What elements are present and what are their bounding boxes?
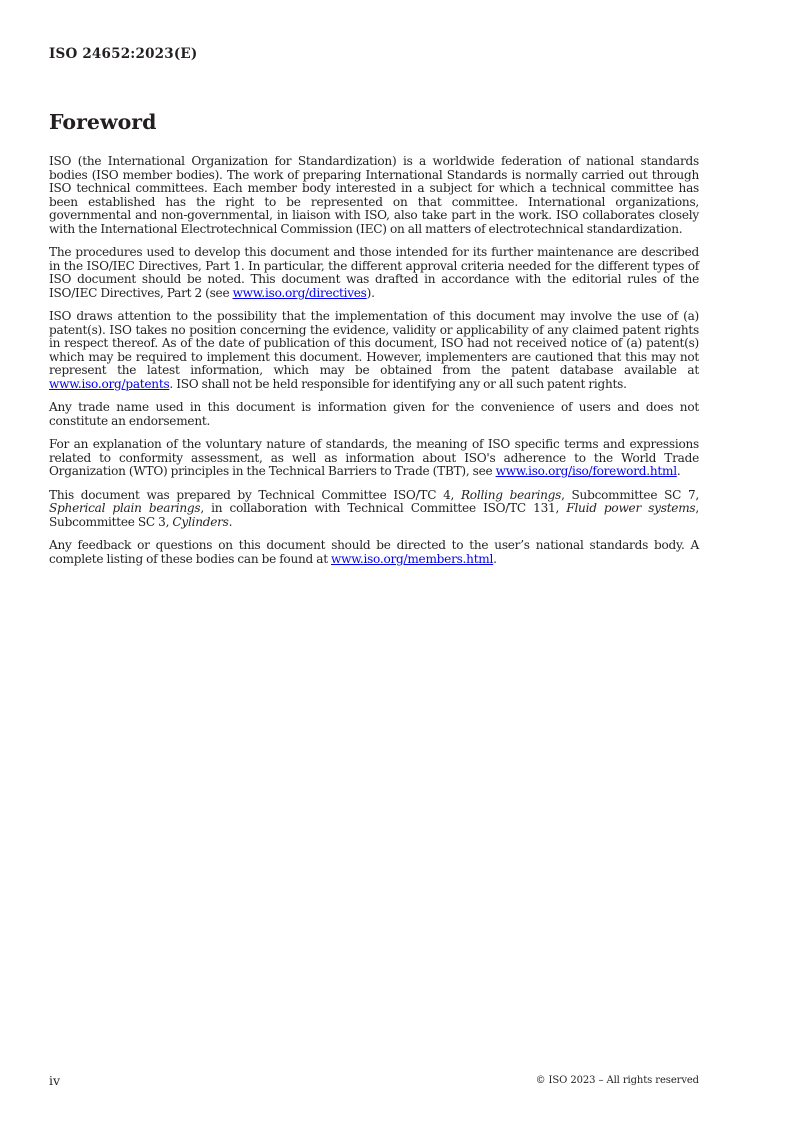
paragraph-voluntary-nature: [49, 438, 699, 479]
paragraph-text: , Subcommittee SC 3,: [49, 501, 699, 529]
paragraph-text: .: [493, 551, 497, 566]
page-title: Foreword: [49, 110, 157, 134]
paragraph-text: . ISO shall not be held responsible for identifying any or all such patent rights.: [169, 376, 627, 391]
subcommittee-name: Spherical plain bearings: [49, 501, 201, 515]
committee-name: Fluid power systems: [566, 501, 696, 515]
patents-link[interactable]: www.iso.org/patents: [49, 376, 170, 391]
paragraph-patents: [49, 310, 699, 391]
paragraph-feedback: [49, 539, 699, 566]
foreword-body: [49, 155, 699, 576]
paragraph-text: This document was prepared by Technical Committee ISO/TC 4,: [49, 487, 461, 502]
paragraph-committee: [49, 489, 699, 530]
document-id: ISO 24652:2023(E): [49, 46, 198, 62]
paragraph-text: , Subcommittee SC 7,: [561, 487, 699, 502]
paragraph-text: .: [676, 464, 681, 478]
paragraph-text: , in collaboration with Technical Committee ISO/TC 131,: [200, 501, 567, 515]
paragraph-procedures: [49, 246, 699, 300]
directives-link[interactable]: www.iso.org/directives: [232, 285, 367, 300]
paragraph-text: The procedures used to develop this document and those intended for its further maintenance are described in the ISO/IEC Directives, Part 1. In particular, the different approval criteria needed for the different types of ISO document should be noted. This document was drafted in accordance with the editorial rules of the ISO/IEC Directives, Part 2 (see: [49, 245, 699, 300]
members-link[interactable]: www.iso.org/members.html: [331, 551, 494, 566]
paragraph-text: For an explanation of the voluntary nature of standards, the meaning of ISO specific terms and expressions related to conformity assessment, as well as information about ISO's adherence to the World Trade Organization (WTO) principles in the Technical Barriers to Trade (TBT), see: [49, 437, 699, 478]
foreword-link[interactable]: www.iso.org/iso/foreword.html: [495, 464, 677, 478]
paragraph-iso-overview: ISO (the International Organization for Standardization) is a worldwide federation of national standards bodies (ISO member bodies). The work of preparing International Standards is normally carried out through ISO technical committees. Each member body interested in a subject for which a technical committee has been established has the right to be represented on that committee. International organizations, governmental and non-governmental, in liaison with ISO, also take part in the work. ISO collaborates closely with the International Electrotechnical Commission (IEC) on all matters of electrotechnical standardization.: [49, 154, 699, 236]
subcommittee-name: Cylinders: [172, 514, 229, 529]
paragraph-trade-name: Any trade name used in this document is information given for the convenience of users and does not constitute an endorsement.: [49, 400, 699, 428]
copyright-notice: © ISO 2023 – All rights reserved: [535, 1075, 699, 1086]
committee-name: Rolling bearings: [460, 487, 562, 502]
page-number: iv: [49, 1073, 61, 1088]
paragraph-text: ).: [366, 285, 375, 300]
paragraph-text: Any feedback or questions on this document should be directed to the user’s national standards body. A complete listing of these bodies can be found at: [49, 538, 699, 566]
paragraph-text: .: [228, 514, 233, 529]
paragraph-text: ISO draws attention to the possibility that the implementation of this document may involve the use of (a) patent(s). ISO takes no position concerning the evidence, validity or applicability of any claimed patent rights in respect thereof. As of the date of publication of this document, ISO had not received notice of (a) patent(s) which may be required to implement this document. However, implementers are cautioned that this may not represent the latest information, which may be obtained from the patent database available at: [49, 309, 699, 377]
